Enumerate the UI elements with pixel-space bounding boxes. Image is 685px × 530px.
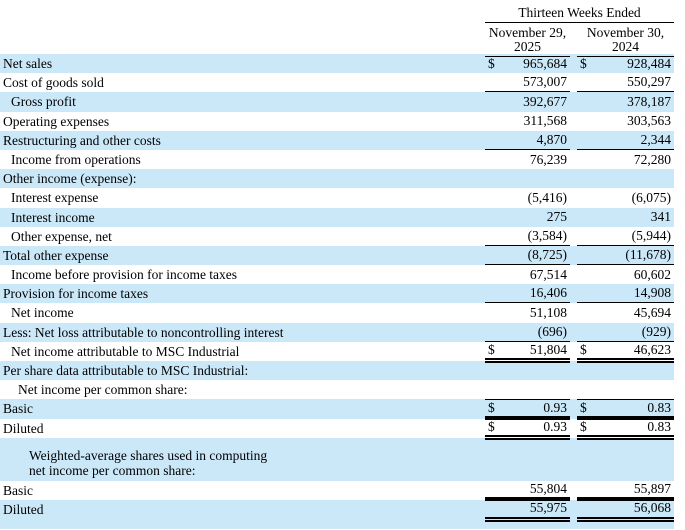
row-label xyxy=(0,500,485,519)
row-label-text: Basic xyxy=(3,482,33,498)
column-gap xyxy=(570,169,577,188)
value-prior-period xyxy=(577,188,674,207)
value-current-period xyxy=(485,265,570,284)
column-gap xyxy=(570,500,577,529)
value-current-period xyxy=(485,361,570,380)
value-current-period xyxy=(485,500,570,522)
row-label xyxy=(0,208,485,227)
value-number: 45,694 xyxy=(633,305,671,321)
row-label xyxy=(0,92,485,111)
dollar-sign: $ xyxy=(488,341,495,357)
value-number: 965,684 xyxy=(523,55,567,71)
value-current-period xyxy=(485,284,570,303)
value-number: 311,568 xyxy=(523,113,567,129)
row-label xyxy=(0,361,485,380)
table-row xyxy=(0,438,674,481)
column-gap xyxy=(570,92,577,111)
value-number: (929) xyxy=(641,323,671,339)
value-current-period xyxy=(485,438,570,481)
column-gap xyxy=(570,380,577,399)
row-label xyxy=(0,227,485,246)
row-label xyxy=(0,54,485,73)
row-label-text: Operating expenses xyxy=(3,113,110,129)
table-row xyxy=(0,419,674,438)
table-row xyxy=(0,399,674,418)
value-prior-period xyxy=(577,399,674,420)
value-number: (11,678) xyxy=(625,246,671,262)
column-gap xyxy=(570,481,577,501)
value-number: 275 xyxy=(546,209,567,225)
row-label xyxy=(0,265,485,284)
value-prior-period xyxy=(577,73,674,92)
row-label xyxy=(0,419,485,440)
row-label-text: Less: Net loss attributable to noncontrolling interest xyxy=(3,324,284,340)
value-prior-period xyxy=(577,227,674,246)
row-label xyxy=(0,284,485,303)
value-number: (3,584) xyxy=(527,227,567,243)
table-row xyxy=(0,150,674,169)
row-label xyxy=(0,169,485,188)
column-gap xyxy=(570,131,577,150)
column-gap xyxy=(570,303,577,322)
row-label-text: Gross profit xyxy=(11,94,76,110)
table-row xyxy=(0,169,674,188)
column-gap xyxy=(570,419,577,440)
value-current-period xyxy=(485,246,570,265)
value-current-period xyxy=(485,150,570,169)
row-label-text: Net income per common share: xyxy=(18,382,188,398)
column-gap xyxy=(570,438,577,481)
column-gap xyxy=(570,150,577,169)
column-gap xyxy=(570,227,577,246)
value-number: 4,870 xyxy=(536,131,567,147)
value-number: (696) xyxy=(537,323,567,339)
row-label xyxy=(0,150,485,169)
value-prior-period xyxy=(577,361,674,380)
value-current-period xyxy=(485,342,570,363)
value-current-period xyxy=(485,323,570,342)
dollar-sign: $ xyxy=(488,418,495,434)
dollar-sign: $ xyxy=(580,55,587,71)
value-number: 2,344 xyxy=(640,131,671,147)
column-header-year: 2025 xyxy=(514,39,541,54)
value-prior-period xyxy=(577,438,674,481)
table-body xyxy=(0,54,674,529)
table-row xyxy=(0,131,674,150)
value-prior-period xyxy=(577,169,674,188)
value-prior-period xyxy=(577,380,674,399)
row-label-text: Restructuring and other costs xyxy=(3,132,161,148)
value-current-period xyxy=(485,112,570,131)
column-gap xyxy=(570,73,577,92)
header-label-spacer xyxy=(0,0,485,57)
value-current-period xyxy=(485,131,570,150)
table-row xyxy=(0,284,674,303)
table-row xyxy=(0,342,674,361)
table-row xyxy=(0,246,674,265)
row-label-text: Basic xyxy=(3,401,33,417)
value-number: 46,623 xyxy=(633,341,671,357)
value-number: 60,602 xyxy=(633,266,671,282)
value-current-period xyxy=(485,481,570,501)
column-gap xyxy=(570,284,577,303)
row-label xyxy=(0,481,485,501)
table-row xyxy=(0,265,674,284)
row-label-text: Net income attributable to MSC Industrial xyxy=(11,343,240,359)
column-gap xyxy=(570,399,577,420)
value-current-period xyxy=(485,169,570,188)
row-label-text: Per share data attributable to MSC Industrial: xyxy=(3,363,249,378)
value-current-period xyxy=(485,227,570,246)
value-current-period xyxy=(485,54,570,73)
value-current-period xyxy=(485,73,570,92)
value-number: 14,908 xyxy=(633,285,671,301)
row-label xyxy=(0,131,485,150)
column-gap xyxy=(570,265,577,284)
row-label xyxy=(0,342,485,363)
column-header-date: November 30, xyxy=(586,25,665,40)
value-number: 392,677 xyxy=(523,93,567,109)
value-prior-period xyxy=(577,92,674,111)
value-current-period xyxy=(485,188,570,207)
value-number: 67,514 xyxy=(529,266,567,282)
period-header: Thirteen Weeks Ended xyxy=(485,0,674,23)
value-number: 573,007 xyxy=(523,74,567,90)
value-number: (5,416) xyxy=(527,189,567,205)
value-number: 0.83 xyxy=(647,400,671,416)
row-label-text: Diluted xyxy=(3,420,44,436)
value-number: 303,563 xyxy=(627,113,671,129)
value-number: 55,897 xyxy=(633,480,671,496)
table-row xyxy=(0,227,674,246)
value-current-period xyxy=(485,303,570,322)
column-header-prior-period xyxy=(577,25,674,57)
column-gap xyxy=(570,323,577,342)
value-current-period xyxy=(485,92,570,111)
value-current-period xyxy=(485,208,570,227)
value-number: 55,975 xyxy=(529,500,567,516)
column-header-date: November 29, xyxy=(488,25,567,40)
table-row xyxy=(0,188,674,207)
row-label xyxy=(0,380,485,399)
value-prior-period xyxy=(577,208,674,227)
row-label-text: Weighted-average shares used in computing xyxy=(29,447,268,463)
dollar-sign: $ xyxy=(580,418,587,434)
value-number: 928,484 xyxy=(627,55,671,71)
row-label-text: Income before provision for income taxes xyxy=(11,267,238,283)
row-label-text: Income from operations xyxy=(11,151,141,167)
column-gap xyxy=(570,361,577,380)
column-header-current-period xyxy=(485,25,570,57)
table-row xyxy=(0,54,674,73)
row-label xyxy=(0,73,485,92)
row-label-text: Cost of goods sold xyxy=(3,75,104,91)
row-label xyxy=(0,246,485,265)
table-row xyxy=(0,112,674,131)
row-label xyxy=(0,188,485,207)
column-gap xyxy=(570,246,577,265)
value-number: 16,406 xyxy=(529,285,567,301)
value-prior-period xyxy=(577,500,674,522)
column-gap xyxy=(570,54,577,73)
row-label-text: Diluted xyxy=(3,501,44,517)
value-number: 341 xyxy=(650,209,671,225)
row-label-text: Total other expense xyxy=(3,247,109,263)
value-prior-period xyxy=(577,419,674,440)
value-prior-period xyxy=(577,246,674,265)
dollar-sign: $ xyxy=(580,341,587,357)
row-label-text: Provision for income taxes xyxy=(3,286,149,302)
value-prior-period xyxy=(577,303,674,322)
value-number: 550,297 xyxy=(627,74,671,90)
column-header-year: 2024 xyxy=(612,39,639,54)
value-prior-period xyxy=(577,265,674,284)
value-prior-period xyxy=(577,54,674,73)
table-row xyxy=(0,92,674,111)
column-gap xyxy=(570,342,577,363)
dollar-sign: $ xyxy=(580,400,587,416)
value-number: (8,725) xyxy=(527,246,567,262)
value-number: 55,804 xyxy=(529,480,567,496)
table-row xyxy=(0,500,674,529)
value-prior-period xyxy=(577,112,674,131)
row-label xyxy=(0,323,485,342)
row-label-text-line2: net income per common share: xyxy=(29,463,196,479)
value-number: 76,239 xyxy=(529,151,567,167)
row-label xyxy=(0,399,485,420)
value-current-period xyxy=(485,399,570,420)
value-prior-period xyxy=(577,284,674,303)
row-label xyxy=(0,112,485,131)
value-prior-period xyxy=(577,481,674,501)
column-gap xyxy=(570,208,577,227)
table-row xyxy=(0,303,674,322)
value-prior-period xyxy=(577,342,674,363)
row-label xyxy=(0,438,485,481)
header-period-area xyxy=(485,0,674,57)
value-number: 56,068 xyxy=(633,500,671,516)
value-number: (5,944) xyxy=(631,227,671,243)
row-label-text: Net sales xyxy=(3,56,53,71)
value-prior-period xyxy=(577,323,674,342)
column-gap xyxy=(570,188,577,207)
row-label-text: Net income xyxy=(11,305,74,321)
value-number: 378,187 xyxy=(627,93,671,109)
value-number: 0.93 xyxy=(543,400,567,416)
table-row xyxy=(0,361,674,380)
date-column-headers xyxy=(485,25,674,57)
dollar-sign: $ xyxy=(488,55,495,71)
value-number: 51,108 xyxy=(529,305,567,321)
row-label-text: Other income (expense): xyxy=(3,171,137,187)
row-label-text: Interest expense xyxy=(11,190,99,206)
row-label-text: Other expense, net xyxy=(11,228,112,244)
value-number: (6,075) xyxy=(631,189,671,205)
table-row xyxy=(0,208,674,227)
row-label xyxy=(0,303,485,322)
table-row xyxy=(0,380,674,399)
value-current-period xyxy=(485,380,570,399)
value-number: 72,280 xyxy=(633,151,671,167)
column-gap xyxy=(570,25,577,57)
value-number: 0.93 xyxy=(543,418,567,434)
value-number: 0.83 xyxy=(647,418,671,434)
value-prior-period xyxy=(577,150,674,169)
table-row xyxy=(0,481,674,500)
row-label-text: Interest income xyxy=(11,209,95,225)
column-gap xyxy=(570,112,577,131)
table-row xyxy=(0,73,674,92)
dollar-sign: $ xyxy=(488,400,495,416)
value-current-period xyxy=(485,419,570,440)
value-prior-period xyxy=(577,131,674,150)
table-row xyxy=(0,323,674,342)
value-number: 51,804 xyxy=(529,341,567,357)
table-header xyxy=(0,0,674,54)
